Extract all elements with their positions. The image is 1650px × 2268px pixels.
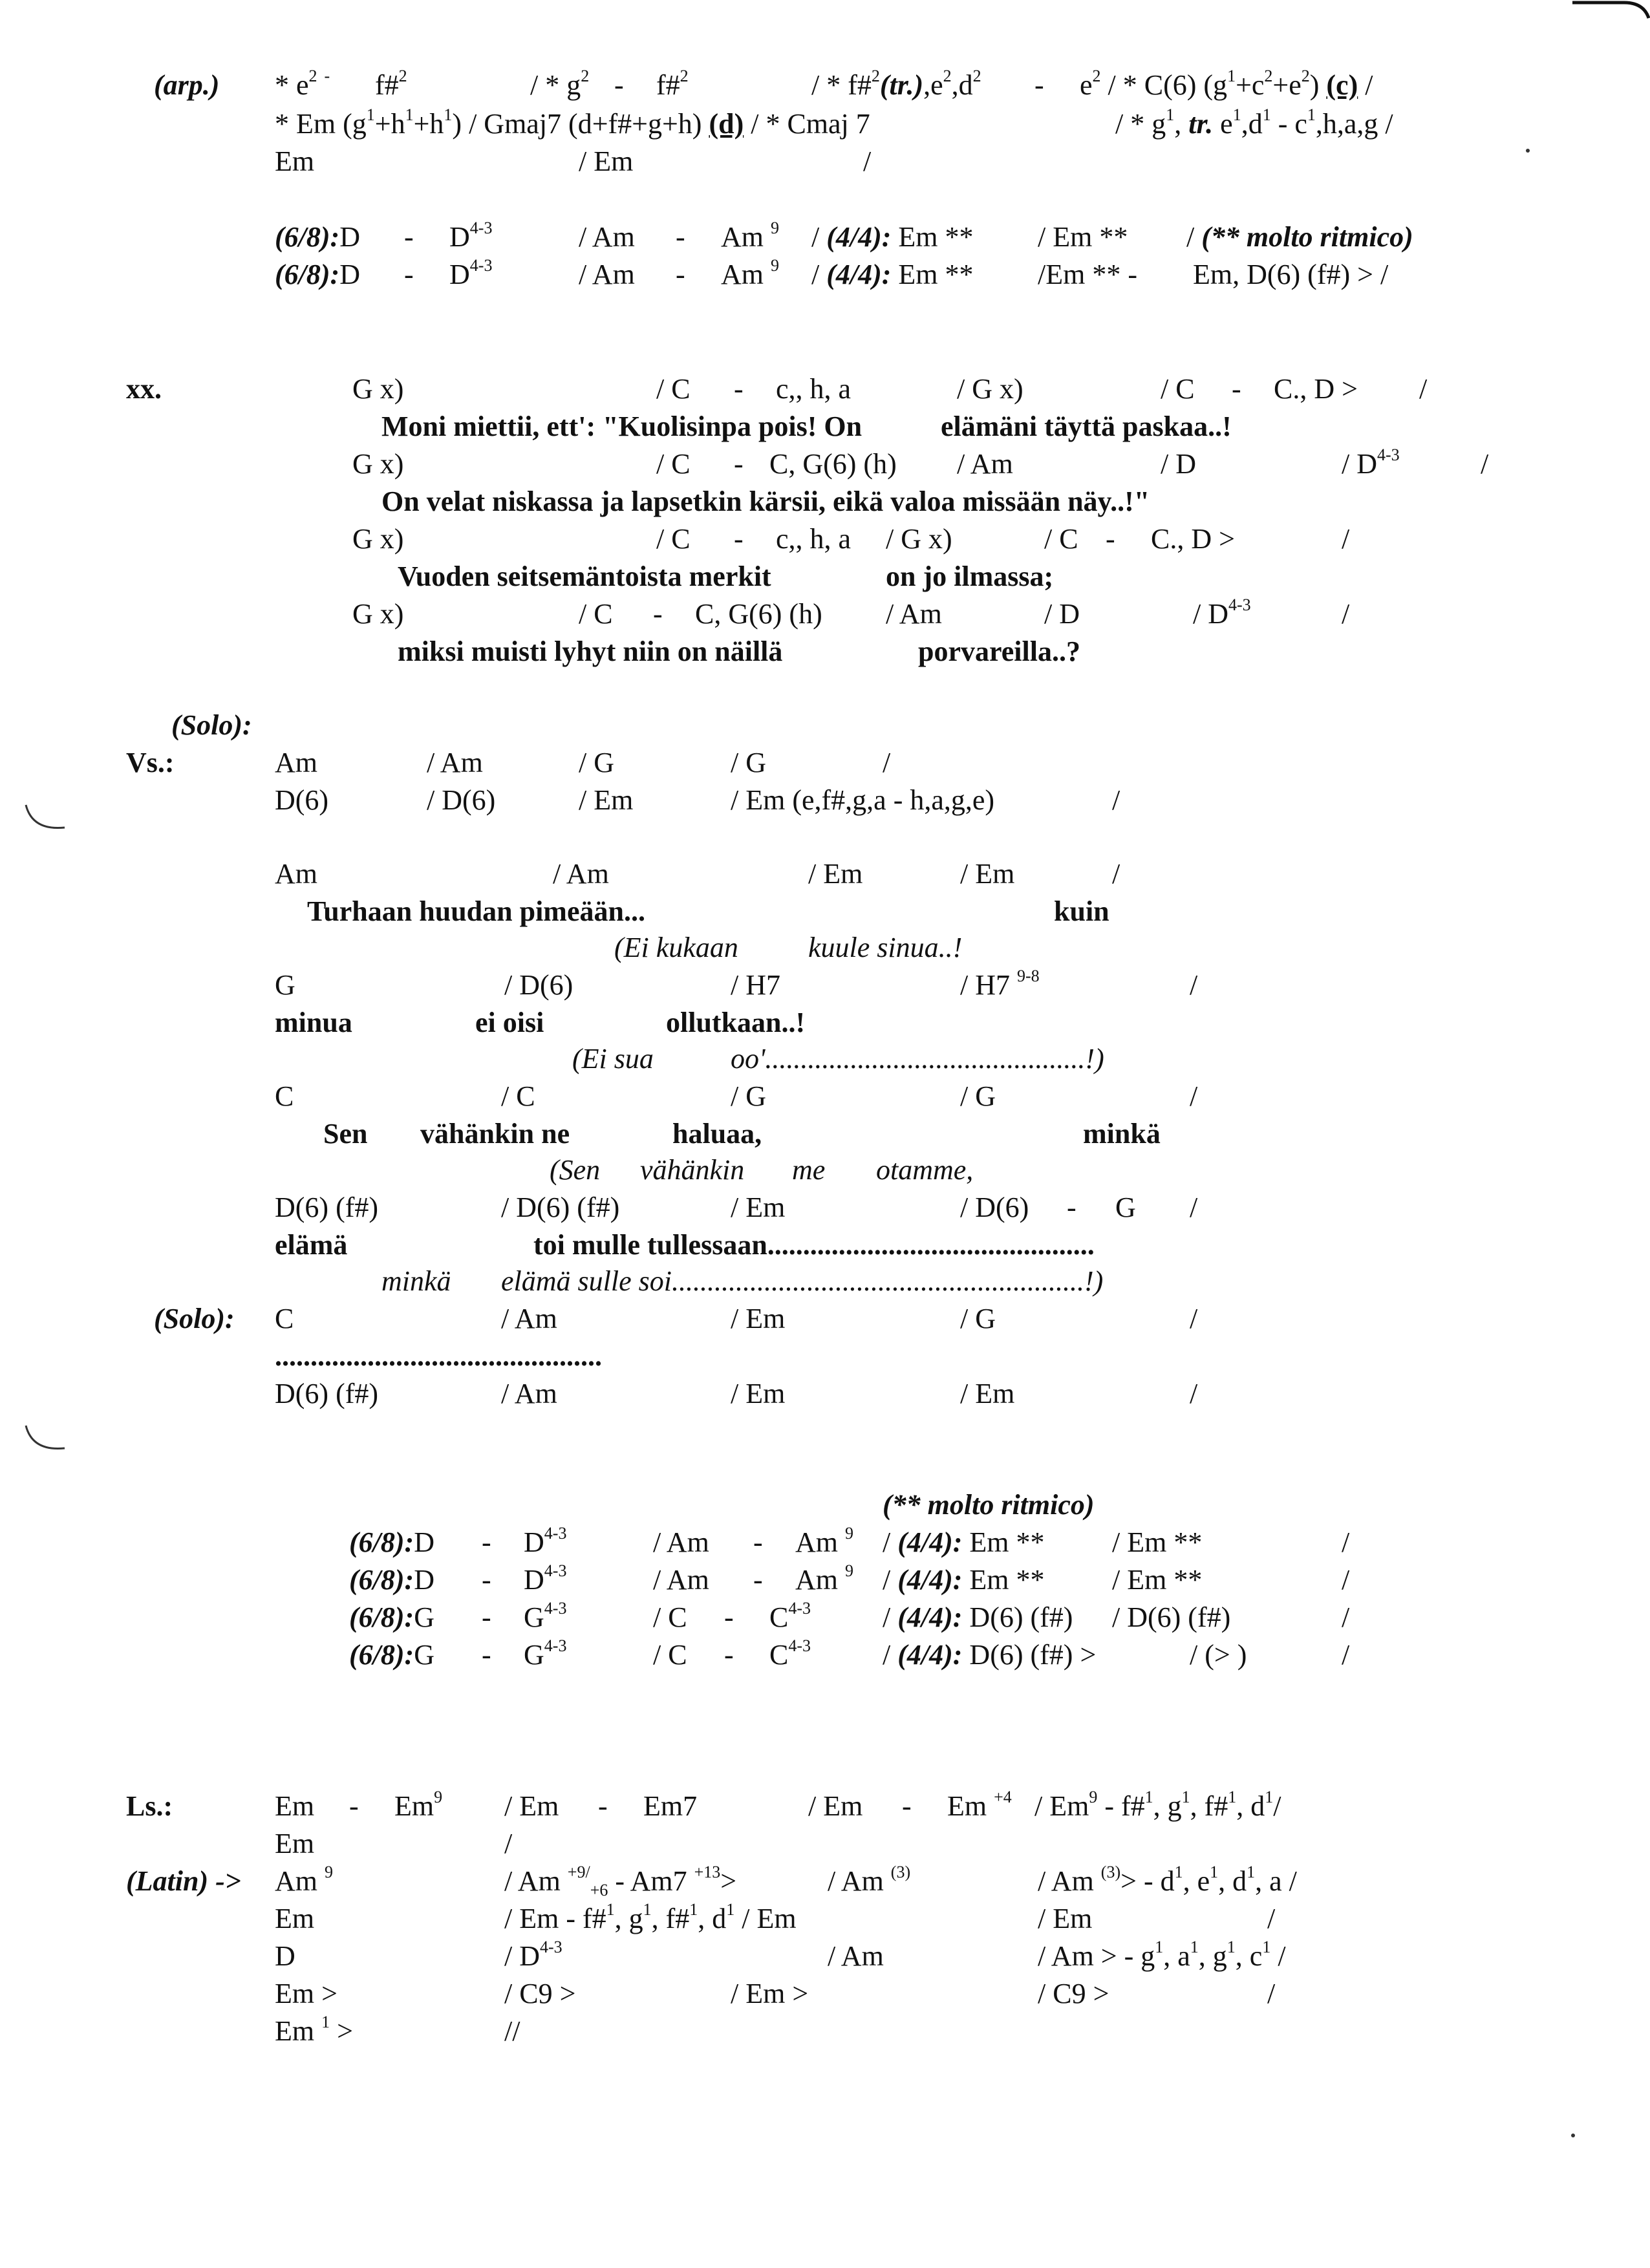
chord: / $D^{4-3}$ bbox=[1193, 595, 1251, 630]
meter-chords: / (4/4): D(6) (f#) bbox=[883, 1601, 1073, 1633]
chord: D(6) (f#) bbox=[275, 1192, 379, 1223]
chord: / C bbox=[656, 523, 691, 555]
chord: C., D > bbox=[1274, 373, 1358, 405]
chord: $G^{4-3}$ bbox=[524, 1636, 567, 1671]
chord: / C9 > bbox=[1038, 1978, 1109, 2009]
lyric-echo: kuule sinua..! bbox=[808, 932, 963, 963]
chord: f#$^2$ bbox=[656, 67, 689, 101]
speck bbox=[1571, 2134, 1575, 2137]
chord: Em, D(6) (f#) > / bbox=[1193, 259, 1389, 290]
chord: / (> ) bbox=[1190, 1639, 1247, 1671]
barline: / bbox=[883, 747, 891, 778]
chord: Am bbox=[275, 858, 317, 890]
chord: / C bbox=[1044, 523, 1078, 555]
chord: / Em bbox=[731, 1303, 786, 1334]
chord: / G bbox=[960, 1303, 996, 1334]
dash: - bbox=[734, 373, 744, 405]
chord: $e^2$ / * C(6) $(g^1+c^2+e^2)$ (c) / bbox=[1080, 67, 1373, 101]
barline: / bbox=[1342, 1526, 1350, 1558]
chord-run: / Am $^{+9/}_{+6}$ - Am7 $^{+13}$> bbox=[504, 1863, 737, 1899]
chord: Em bbox=[275, 1903, 315, 1934]
chord: C, G(6) (h) bbox=[769, 448, 897, 480]
lyric-echo: vähänkin bbox=[640, 1154, 745, 1186]
chord: D(6) (f#) bbox=[275, 1378, 379, 1409]
chord: c,, h, a bbox=[776, 373, 852, 405]
lyric: ollutkaan..! bbox=[666, 1007, 806, 1038]
chord-line: * Em $(g^1+h^1+h^1)$ / Gmaj7 (d+f#+g+h) (d) / * Cmaj 7 bbox=[275, 105, 870, 140]
chord: Am $^9$ bbox=[795, 1524, 853, 1558]
chord: D bbox=[275, 1940, 295, 1972]
chord: / Em bbox=[579, 145, 634, 177]
chord: / Em bbox=[960, 858, 1015, 890]
chord: $D^{4-3}$ bbox=[449, 256, 493, 290]
lyric: haluaa, bbox=[672, 1118, 762, 1150]
chord: / C9 > bbox=[504, 1978, 576, 2009]
chord: / $D^{4-3}$ bbox=[504, 1938, 562, 1972]
lyric-echo: elämä sulle soi..........................................................!) bbox=[501, 1265, 1104, 1297]
meter-chords: (6/8):D bbox=[275, 221, 360, 253]
molto-ritmico-note: (** molto ritmico) bbox=[883, 1489, 1095, 1521]
chord-run: / Em$^9$ - f#$^1$, $g^1$, f#$^1$, $d^1/$ bbox=[1034, 1788, 1281, 1822]
chord: Am $^9$ bbox=[721, 256, 779, 290]
chord: / Em > bbox=[731, 1978, 809, 2009]
solo-label: (Solo): bbox=[154, 1303, 235, 1334]
barline: / bbox=[1190, 1378, 1198, 1409]
chord: G x) bbox=[352, 448, 404, 480]
chord: / Am bbox=[553, 858, 609, 890]
chord: / Em ** bbox=[1112, 1526, 1203, 1558]
dash: - bbox=[614, 69, 624, 101]
chord: / Em ** bbox=[1112, 1564, 1203, 1596]
meter-chords: (6/8):G bbox=[349, 1601, 434, 1633]
outro-label: Ls.: bbox=[126, 1790, 173, 1822]
barline: / bbox=[1481, 448, 1489, 480]
chord: $D^{4-3}$ bbox=[524, 1524, 567, 1558]
lyric: Sen bbox=[323, 1118, 368, 1150]
barline: / bbox=[863, 145, 872, 177]
meter-chords: (6/8):D bbox=[275, 259, 360, 290]
dash: - bbox=[653, 598, 663, 630]
chord: / Em ** bbox=[1038, 221, 1128, 253]
chord: G bbox=[275, 969, 295, 1001]
barline: / bbox=[1190, 969, 1198, 1001]
meter-chords: / (4/4): Em ** bbox=[811, 221, 974, 253]
barline: / bbox=[1190, 1303, 1198, 1334]
lyric-echo: minkä bbox=[381, 1265, 451, 1297]
lyric: elämäni täyttä paskaa..! bbox=[941, 411, 1232, 442]
chord: f#$^2$ bbox=[375, 67, 407, 101]
chord: $D^{4-3}$ bbox=[524, 1561, 567, 1596]
barline: / bbox=[504, 1828, 513, 1859]
chord: / $D^{4-3}$ bbox=[1342, 445, 1400, 480]
chord: / Em bbox=[579, 784, 634, 816]
speck bbox=[1526, 149, 1530, 153]
chord: / Am bbox=[579, 259, 635, 290]
chord: / Em bbox=[808, 1790, 863, 1822]
chord: / Am bbox=[579, 221, 635, 253]
barline: / bbox=[1190, 1080, 1198, 1112]
chord: c,, h, a bbox=[776, 523, 852, 555]
chord: C bbox=[275, 1303, 294, 1334]
chord: / G bbox=[731, 1080, 766, 1112]
punch-hole-mark-top bbox=[19, 802, 78, 840]
chord: / Am bbox=[427, 747, 483, 778]
chord: / D(6) (f#) bbox=[501, 1192, 620, 1223]
chord: / C bbox=[656, 448, 691, 480]
chord: / D(6) (f#) bbox=[1112, 1601, 1231, 1633]
chord: / Am bbox=[957, 448, 1013, 480]
dash: - bbox=[482, 1601, 491, 1633]
dotted-line: .............................................. bbox=[275, 1340, 602, 1372]
meter-chords: / (4/4): Em ** bbox=[883, 1564, 1045, 1596]
chord: /Em ** - bbox=[1038, 259, 1137, 290]
barline: / bbox=[1419, 373, 1428, 405]
barline: / bbox=[1342, 523, 1350, 555]
chord: Am $^9$ bbox=[795, 1561, 853, 1596]
chord: Em $^{+4}$ bbox=[947, 1788, 1012, 1822]
barline-note: / (** molto ritmico) bbox=[1186, 221, 1413, 253]
chord: / G x) bbox=[886, 523, 952, 555]
meter-chords: / (4/4): Em ** bbox=[811, 259, 974, 290]
barline: / bbox=[1267, 1978, 1276, 2009]
chord: / Am bbox=[653, 1526, 709, 1558]
chord: G x) bbox=[352, 373, 404, 405]
chorus-label: Vs.: bbox=[126, 747, 175, 778]
chord: / Am bbox=[653, 1564, 709, 1596]
chord: Am $^9$ bbox=[721, 219, 779, 253]
chord: G x) bbox=[352, 598, 404, 630]
lyric: minkä bbox=[1083, 1118, 1161, 1150]
chord: / H7 $^{9-8}$ bbox=[960, 967, 1040, 1001]
dash: - bbox=[753, 1526, 763, 1558]
arp-label: (arp.) bbox=[154, 69, 220, 101]
dash: - bbox=[676, 221, 685, 253]
dash: - bbox=[1232, 373, 1241, 405]
dash: - bbox=[404, 259, 414, 290]
chord: / D(6) bbox=[427, 784, 496, 816]
chord: / D(6) bbox=[960, 1192, 1029, 1223]
chord: / C bbox=[579, 598, 613, 630]
chord: / Em bbox=[808, 858, 863, 890]
chord: Am $^9$ bbox=[275, 1863, 333, 1897]
chord: / D(6) bbox=[504, 969, 573, 1001]
chord-run: / Em - f#$^1$, $g^1$, f#$^1$, $d^1$ / Em bbox=[504, 1900, 797, 1934]
chord: C, G(6) (h) bbox=[695, 598, 822, 630]
barline: / bbox=[1342, 1601, 1350, 1633]
chord: C bbox=[275, 1080, 294, 1112]
barline: / bbox=[1342, 1639, 1350, 1671]
chord: / G bbox=[731, 747, 766, 778]
chord: / D bbox=[1161, 448, 1196, 480]
chord: / C bbox=[656, 373, 691, 405]
dash: - bbox=[1034, 69, 1044, 101]
chord: Am bbox=[275, 747, 317, 778]
chord-run: / Am $^{(3)}> - d^1$, $e^1$, $d^1$, a / bbox=[1038, 1863, 1297, 1897]
chord: G x) bbox=[352, 523, 404, 555]
chord: / G bbox=[960, 1080, 996, 1112]
barline: / bbox=[1190, 1192, 1198, 1223]
chord: $G^{4-3}$ bbox=[524, 1599, 567, 1633]
meter-chords: (6/8):G bbox=[349, 1639, 434, 1671]
chord: / Em bbox=[1038, 1903, 1093, 1934]
chord: $D^{4-3}$ bbox=[449, 219, 493, 253]
meter-chords: (6/8):D bbox=[349, 1564, 434, 1596]
lyric: minua bbox=[275, 1007, 352, 1038]
chord: / Am bbox=[501, 1303, 557, 1334]
dash: - bbox=[724, 1601, 734, 1633]
chord: / Am bbox=[501, 1378, 557, 1409]
dash: - bbox=[753, 1564, 763, 1596]
chord: / C bbox=[1161, 373, 1195, 405]
chord: / Em bbox=[731, 1192, 786, 1223]
chord: Em7 bbox=[643, 1790, 698, 1822]
chord: $C^{4-3}$ bbox=[769, 1599, 811, 1633]
verse-label: xx. bbox=[126, 373, 162, 405]
barline: / bbox=[1267, 1903, 1276, 1934]
chord: G bbox=[1115, 1192, 1136, 1223]
dash: - bbox=[404, 221, 414, 253]
chord: / Em (e,f#,g,a - h,a,g,e) bbox=[731, 784, 995, 816]
dash: - bbox=[482, 1526, 491, 1558]
dash: - bbox=[734, 523, 744, 555]
barline: / bbox=[1342, 598, 1350, 630]
chord: Em$^9$ bbox=[394, 1788, 443, 1822]
solo-label: (Solo): bbox=[171, 709, 252, 741]
punch-hole-mark-bottom bbox=[19, 1422, 78, 1461]
chord: / C bbox=[653, 1639, 687, 1671]
lyric-echo: otamme, bbox=[876, 1154, 974, 1186]
chord-run: / Am > - $g^1$, $a^1$, $g^1$, $c^1$ / bbox=[1038, 1938, 1286, 1972]
lyric-echo: (Sen bbox=[550, 1154, 601, 1186]
chord: / * $f\#^2(tr.),e^2,d^2$ bbox=[811, 67, 981, 101]
dash: - bbox=[1106, 523, 1115, 555]
dash: - bbox=[902, 1790, 912, 1822]
lyric: miksi muisti lyhyt niin on näillä bbox=[398, 636, 783, 667]
chord: D(6) bbox=[275, 784, 329, 816]
page-corner-mark bbox=[1572, 0, 1650, 19]
chord: Em $^1$ > bbox=[275, 2013, 353, 2047]
lyric: Turhaan huudan pimeään... bbox=[307, 895, 645, 927]
chord: / Am $^{(3)}$ bbox=[828, 1863, 911, 1897]
chord: C., D > bbox=[1151, 523, 1235, 555]
dash: - bbox=[598, 1790, 608, 1822]
lyric: elämä bbox=[275, 1229, 348, 1261]
lyric: porvareilla..? bbox=[918, 636, 1080, 667]
lyric-echo: (Ei sua bbox=[572, 1043, 654, 1075]
chord: / Am bbox=[828, 1940, 884, 1972]
meter-chords: / (4/4): D(6) (f#) > bbox=[883, 1639, 1097, 1671]
final-barline: // bbox=[504, 2015, 520, 2047]
chord: Em bbox=[275, 1828, 315, 1859]
meter-chords: / (4/4): Em ** bbox=[883, 1526, 1045, 1558]
chord: / G bbox=[579, 747, 614, 778]
dash: - bbox=[482, 1639, 491, 1671]
lyric-echo: (Ei kukaan bbox=[614, 932, 738, 963]
chord: / D bbox=[1044, 598, 1080, 630]
lyric-echo: oo'.............................................!) bbox=[731, 1043, 1104, 1075]
chord: / C bbox=[501, 1080, 535, 1112]
chord: / C bbox=[653, 1601, 687, 1633]
lyric: On velat niskassa ja lapsetkin kärsii, eikä valoa missään näy..!" bbox=[381, 486, 1150, 517]
chord: / Em bbox=[731, 1378, 786, 1409]
chord: * $e^2$ - bbox=[275, 67, 330, 101]
chord: Em > bbox=[275, 1978, 338, 2009]
lyric: vähänkin ne bbox=[420, 1118, 570, 1150]
meter-chords: (6/8):D bbox=[349, 1526, 434, 1558]
chord: Em bbox=[275, 1790, 315, 1822]
lyric: toi mulle tullessaan.............................................. bbox=[533, 1229, 1095, 1261]
lyric: kuin bbox=[1054, 895, 1109, 927]
barline: / bbox=[1342, 1564, 1350, 1596]
chord: / G x) bbox=[957, 373, 1023, 405]
dash: - bbox=[676, 259, 685, 290]
chord: / H7 bbox=[731, 969, 780, 1001]
chord: / Em bbox=[960, 1378, 1015, 1409]
barline: / bbox=[1112, 858, 1120, 890]
dash: - bbox=[1067, 1192, 1077, 1223]
barline: / bbox=[1112, 784, 1120, 816]
dash: - bbox=[349, 1790, 359, 1822]
chord: / * $g^2$ bbox=[530, 67, 590, 101]
lyric: on jo ilmassa; bbox=[886, 561, 1054, 592]
chord: / Am bbox=[886, 598, 942, 630]
latin-label: (Latin) -> bbox=[126, 1865, 241, 1897]
lyric: Vuoden seitsemäntoista merkit bbox=[398, 561, 771, 592]
dash: - bbox=[482, 1564, 491, 1596]
chord: / Em bbox=[504, 1790, 559, 1822]
chord: $C^{4-3}$ bbox=[769, 1636, 811, 1671]
dash: - bbox=[734, 448, 744, 480]
lyric-echo: me bbox=[792, 1154, 826, 1186]
chord: Em bbox=[275, 145, 315, 177]
lyric: ei oisi bbox=[475, 1007, 544, 1038]
dash: - bbox=[724, 1639, 734, 1671]
chord-line: / * $g^1$, tr. $e^1,d^1 - c^1,h,a,g$ / bbox=[1115, 105, 1393, 140]
lyric: Moni miettii, ett': "Kuolisinpa pois! On bbox=[381, 411, 862, 442]
